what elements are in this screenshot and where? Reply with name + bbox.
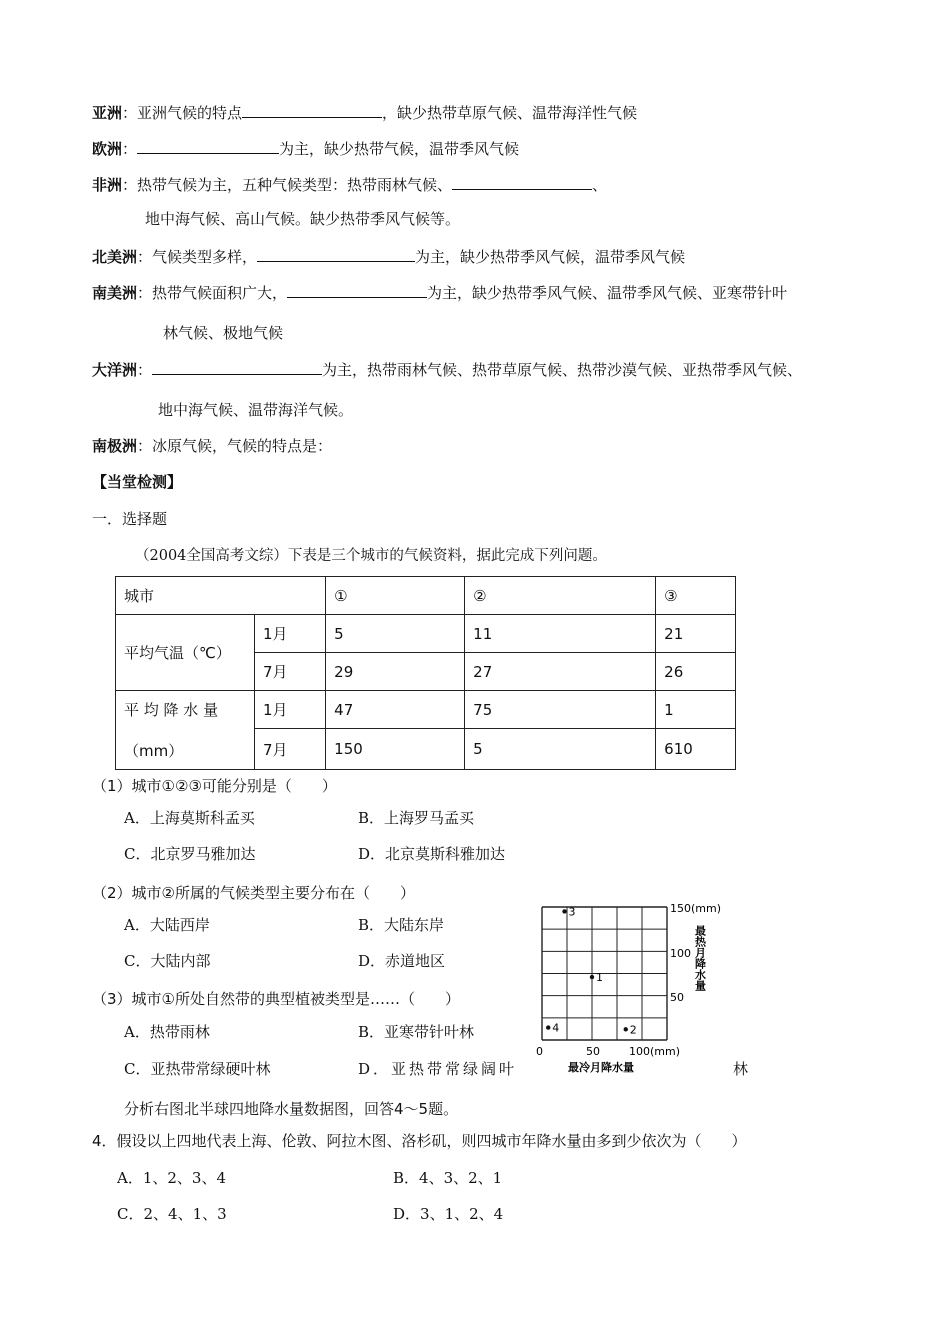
table-cell: 1	[656, 691, 736, 729]
data-point	[562, 909, 566, 913]
q2-option-b[interactable]: B．大陆东岸	[358, 916, 445, 934]
continent-oceania-cont: 地中海气候、温带海洋气候。	[158, 401, 354, 419]
continent-name: 欧洲	[92, 140, 123, 158]
continent-oceania: 大洋洲： 为主，热带雨林气候、热带草原气候、热带沙漠气候、亚热带季风气候、	[92, 361, 803, 379]
q2-option-d[interactable]: D．赤道地区	[358, 952, 446, 970]
q2-stem: （2）城市②所属的气候类型主要分布在（ ）	[92, 884, 415, 902]
table-header-cell: ③	[656, 577, 736, 615]
continent-south-america-cont: 林气候、极地气候	[163, 324, 284, 342]
q3-option-b[interactable]: B．亚寒带针叶林	[358, 1023, 475, 1041]
q3-option-d-tail: 林	[733, 1060, 749, 1078]
continent-name: 大洋洲	[92, 361, 138, 379]
precip-label: 平 均 降 水 量	[124, 701, 219, 719]
q1-option-b[interactable]: B．上海罗马孟买	[358, 809, 475, 827]
analysis-text: 分析右图北半球四地降水量数据图，回答4～5题。	[124, 1100, 459, 1118]
q1-option-c[interactable]: C．北京罗马雅加达	[124, 845, 256, 863]
q2-option-a[interactable]: A．大陆西岸	[124, 916, 210, 934]
x-tick-label: 50	[586, 1045, 600, 1058]
data-point-label: 4	[552, 1021, 560, 1035]
data-point-label: 2	[629, 1023, 637, 1037]
continent-name: 北美洲	[92, 248, 138, 266]
precipitation-chart	[525, 895, 755, 1080]
q3-option-c[interactable]: C．亚热带常绿硬叶林	[124, 1060, 271, 1078]
data-point	[590, 975, 594, 979]
table-row	[116, 615, 736, 653]
x-tick-label: 0	[536, 1045, 543, 1058]
y-tick-label: 100	[670, 947, 691, 960]
x-tick-label: 100(mm)	[629, 1045, 681, 1058]
answer-blank[interactable]	[137, 138, 279, 154]
answer-blank[interactable]	[287, 282, 427, 298]
continent-name: 亚洲	[92, 104, 123, 122]
table-cell: 1月	[255, 691, 326, 729]
table-cell: 平均气温（℃）	[116, 615, 255, 691]
q3-option-d[interactable]: D．亚热带常绿阔叶	[358, 1060, 518, 1078]
data-point-label: 1	[596, 971, 603, 985]
table-header-cell: ②	[465, 577, 656, 615]
q3-option-a[interactable]: A．热带雨林	[124, 1023, 210, 1041]
answer-blank[interactable]	[452, 174, 592, 190]
table-cell: 75	[465, 691, 656, 729]
y-tick-label: 50	[670, 991, 684, 1004]
table-cell: 1月	[255, 615, 326, 653]
answer-blank[interactable]	[257, 246, 415, 262]
part-title: 一．选择题	[92, 510, 168, 528]
table-cell: 29	[326, 653, 465, 691]
table-cell	[116, 691, 255, 770]
q4-option-b[interactable]: B．4、3、2、1	[393, 1169, 503, 1187]
q2-option-c[interactable]: C．大陆内部	[124, 952, 211, 970]
x-axis-label: 最冷月降水量	[568, 1061, 634, 1074]
table-row	[116, 577, 736, 615]
table-cell: 5	[465, 729, 656, 770]
table-cell: 26	[656, 653, 736, 691]
continent-south-america: 南美洲：热带气候面积广大， 为主，缺少热带季风气候、温带季风气候、亚寒带针叶	[92, 284, 788, 302]
continent-antarctica: 南极洲：冰原气候，气候的特点是：	[92, 437, 333, 455]
table-cell: 7月	[255, 653, 326, 691]
table-cell: 7月	[255, 729, 326, 770]
table-header-cell: 城市	[116, 577, 326, 615]
continent-europe: 欧洲： 为主，缺少热带气候，温带季风气候	[92, 140, 520, 158]
continent-name: 非洲	[92, 176, 123, 194]
q3-stem: （3）城市①所处自然带的典型植被类型是……（ ）	[92, 990, 460, 1008]
continent-africa: 非洲：热带气候为主，五种气候类型：热带雨林气候、 、	[92, 176, 608, 194]
continent-asia: 亚洲：亚洲气候的特点 ，缺少热带草原气候、温带海洋性气候	[92, 104, 638, 122]
question-intro: （2004全国高考文综）下表是三个城市的气候资料，据此完成下列问题。	[135, 548, 607, 564]
q1-stem: （1）城市①②③可能分别是（ ）	[92, 777, 337, 795]
section-title: 【当堂检测】	[92, 473, 183, 491]
continent-north-america: 北美洲：气候类型多样， 为主，缺少热带季风气候，温带季风气候	[92, 248, 686, 266]
continent-name: 南极洲	[92, 437, 138, 455]
q4-stem: 4．假设以上四地代表上海、伦敦、阿拉木图、洛杉矶，则四城市年降水量由多到少依次为（ ）	[92, 1132, 747, 1150]
q4-option-c[interactable]: C．2、4、1、3	[117, 1205, 227, 1223]
data-point-label: 3	[568, 905, 576, 919]
table-header-cell: ①	[326, 577, 465, 615]
climate-table	[115, 576, 736, 770]
table-cell: 47	[326, 691, 465, 729]
continent-africa-cont: 地中海气候、高山气候。缺少热带季风气候等。	[145, 210, 461, 228]
continent-name: 南美洲	[92, 284, 138, 302]
table-cell: 610	[656, 729, 736, 770]
answer-blank[interactable]	[242, 102, 382, 118]
table-row	[116, 691, 736, 729]
data-point	[546, 1025, 550, 1029]
q4-option-d[interactable]: D．3、1、2、4	[393, 1205, 504, 1223]
table-cell: 27	[465, 653, 656, 691]
q4-option-a[interactable]: A．1、2、3、4	[117, 1169, 227, 1187]
answer-blank[interactable]	[152, 359, 322, 375]
q1-option-a[interactable]: A．上海莫斯科孟买	[124, 809, 255, 827]
table-cell: 5	[326, 615, 465, 653]
precip-unit: （mm）	[124, 742, 184, 760]
table-cell: 150	[326, 729, 465, 770]
q1-option-d[interactable]: D．北京莫斯科雅加达	[358, 845, 506, 863]
y-tick-label: 150(mm)	[670, 902, 722, 915]
table-cell: 21	[656, 615, 736, 653]
y-axis-label: 最热月降水量	[693, 925, 707, 991]
data-point	[624, 1027, 628, 1031]
table-cell: 11	[465, 615, 656, 653]
